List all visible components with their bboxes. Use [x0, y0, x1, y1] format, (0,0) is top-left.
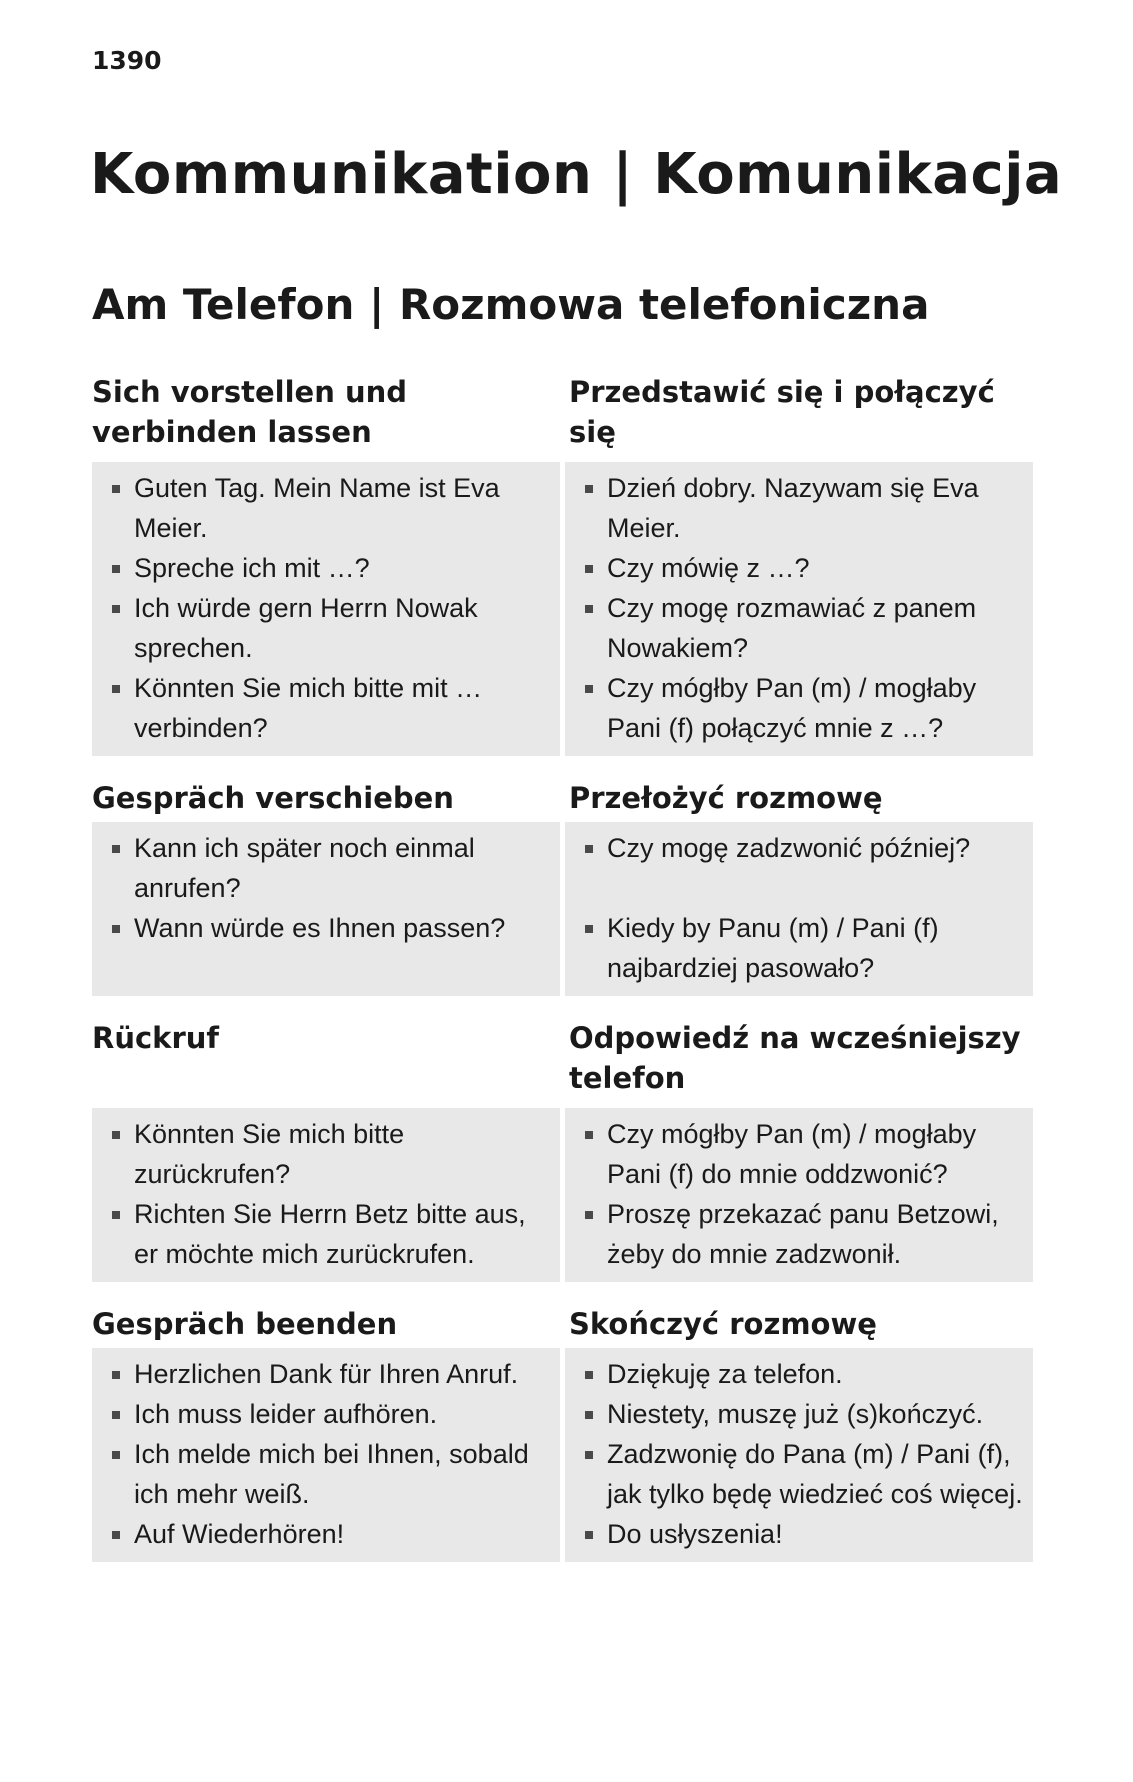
- list-item: Wann würde es Ihnen passen?: [110, 908, 550, 948]
- phrases-de: [92, 462, 560, 756]
- list-item: Auf Wiederhören!: [110, 1514, 550, 1554]
- list-item: Do usłyszenia!: [583, 1514, 1023, 1554]
- list-item: Herzlichen Dank für Ihren Anruf.: [110, 1354, 550, 1394]
- list-item: Dziękuję za telefon.: [583, 1354, 1023, 1394]
- list-item: Ich melde mich bei Ihnen, sobald ich mehr weiß.: [110, 1434, 550, 1514]
- phrases-de: [92, 1348, 560, 1562]
- phrases-pl: [565, 462, 1033, 756]
- heading-de: Gespräch beenden: [92, 1307, 398, 1341]
- list-item: Czy mówię z …?: [583, 548, 1023, 588]
- list-item: Proszę przekazać panu Betzowi, żeby do mnie zadzwonił.: [583, 1194, 1023, 1274]
- heading-pl: Przedstawić się i połączyć się: [569, 375, 995, 449]
- section-postpone: [92, 778, 1038, 996]
- heading-pl: Odpowiedź na wcześniejszy telefon: [569, 1021, 1021, 1095]
- phrases-pl: [565, 1108, 1033, 1282]
- heading-de: Rückruf: [92, 1021, 220, 1055]
- section-end-call: [92, 1304, 1038, 1562]
- phrases-de: [92, 1108, 560, 1282]
- phrase-table: [92, 372, 1038, 1584]
- list-item: Spreche ich mit …?: [110, 548, 550, 588]
- section-callback: [92, 1018, 1038, 1282]
- list-item: Kann ich später noch einmal anrufen?: [110, 828, 550, 908]
- heading-pl: Skończyć rozmowę: [569, 1307, 877, 1341]
- list-item: Richten Sie Herrn Betz bitte aus, er möchte mich zurückrufen.: [110, 1194, 550, 1274]
- phrases-pl: [565, 822, 1033, 996]
- list-item: Könnten Sie mich bitte mit … verbinden?: [110, 668, 550, 748]
- section-introduce: [92, 372, 1038, 756]
- page-title: Kommunikation | Komunikacja: [90, 142, 1063, 207]
- list-item: Czy mógłby Pan (m) / mogłaby Pani (f) do mnie oddzwonić?: [583, 1114, 1023, 1194]
- section-title: Am Telefon | Rozmowa telefoniczna: [92, 280, 930, 329]
- list-item: Czy mogę zadzwonić później?: [583, 828, 1023, 868]
- heading-de: Gespräch verschieben: [92, 781, 454, 815]
- list-item: Czy mógłby Pan (m) / mogłaby Pani (f) połączyć mnie z …?: [583, 668, 1023, 748]
- list-item: Dzień dobry. Nazywam się Eva Meier.: [583, 468, 1023, 548]
- phrases-pl: [565, 1348, 1033, 1562]
- phrases-de: [92, 822, 560, 996]
- list-item: Zadzwonię do Pana (m) / Pani (f), jak tylko będę wiedzieć coś więcej.: [583, 1434, 1023, 1514]
- list-item: Guten Tag. Mein Name ist Eva Meier.: [110, 468, 550, 548]
- heading-de: Sich vorstellen und verbinden lassen: [92, 375, 408, 449]
- page-number: 1390: [92, 46, 162, 75]
- list-item: Niestety, muszę już (s)kończyć.: [583, 1394, 1023, 1434]
- heading-pl: Przełożyć rozmowę: [569, 781, 883, 815]
- list-item: Ich muss leider aufhören.: [110, 1394, 550, 1434]
- list-item: Czy mogę rozmawiać z panem Nowakiem?: [583, 588, 1023, 668]
- list-item: Kiedy by Panu (m) / Pani (f) najbardziej pasowało?: [583, 908, 1023, 988]
- list-item: Ich würde gern Herrn Nowak sprechen.: [110, 588, 550, 668]
- list-item: Könnten Sie mich bitte zurückrufen?: [110, 1114, 550, 1194]
